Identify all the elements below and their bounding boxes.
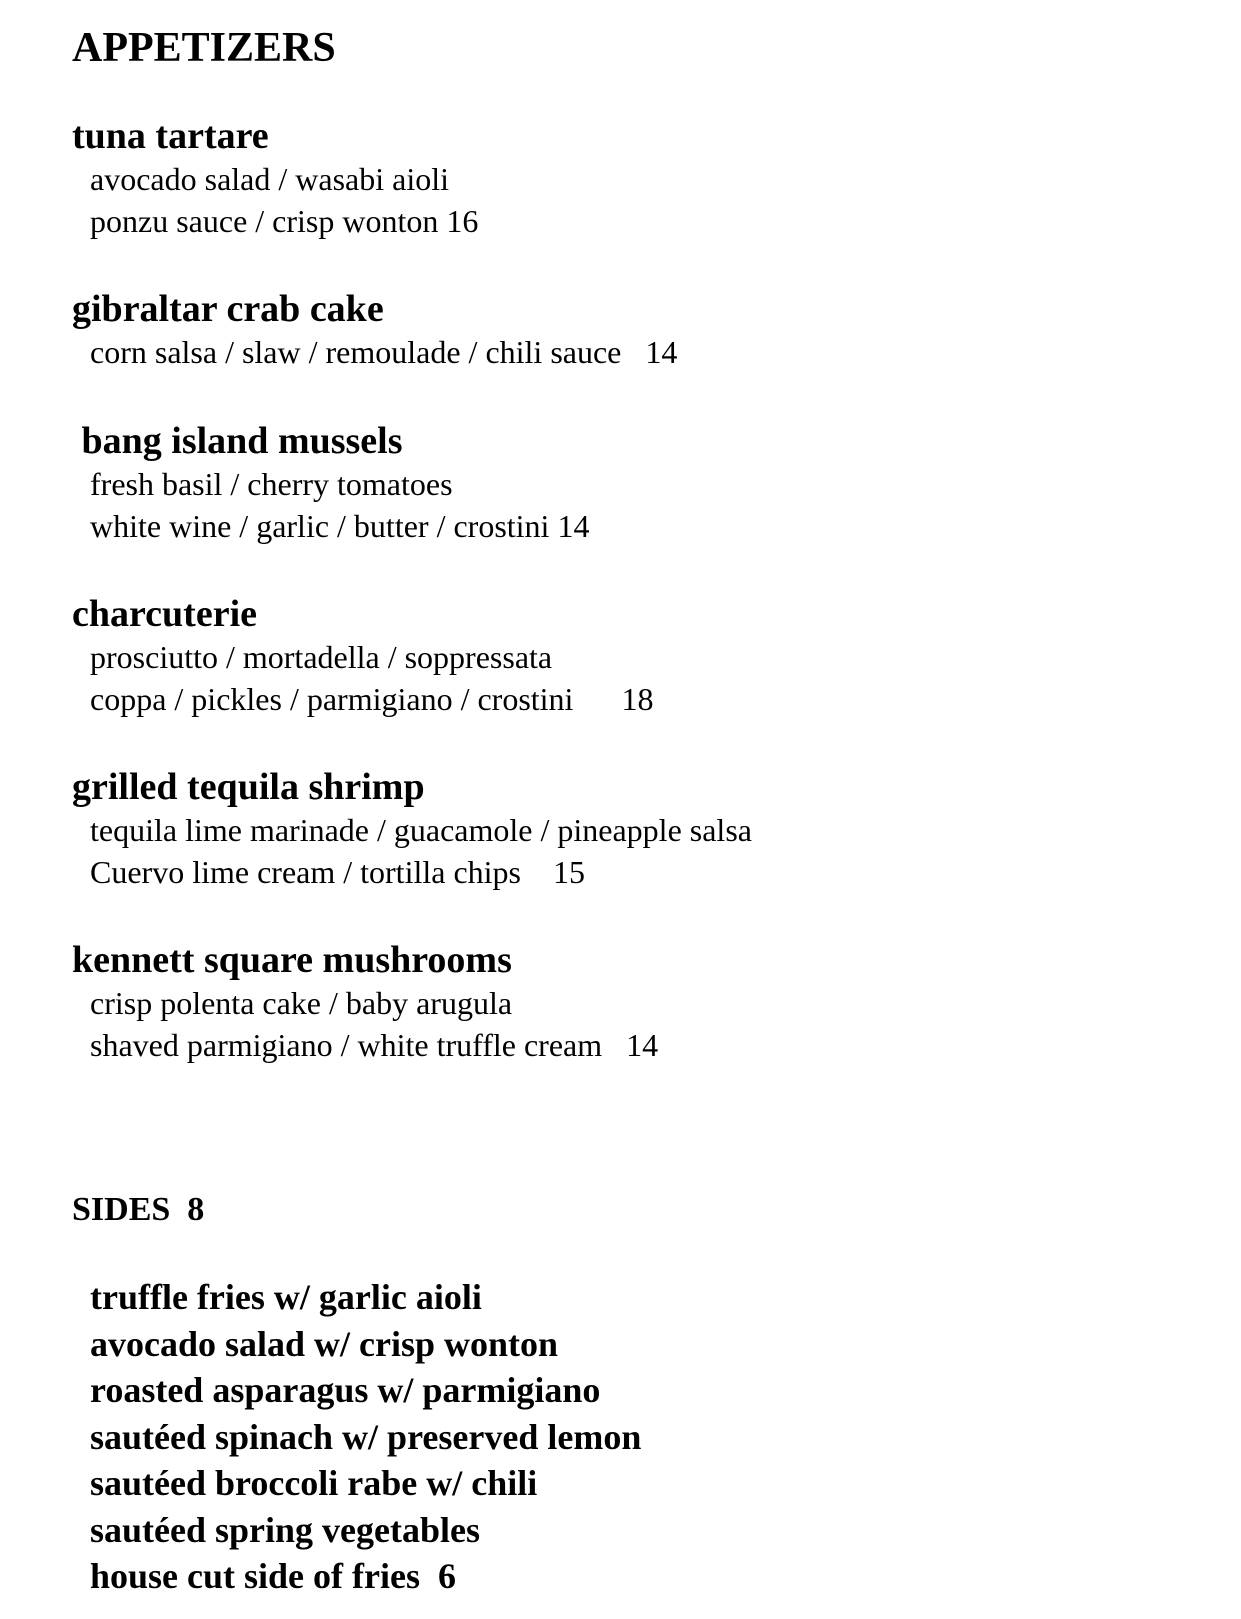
dish-charcuterie [72, 592, 1172, 720]
dish-name: gibraltar crab cake [72, 288, 384, 330]
dish-description-line: coppa / pickles / parmigiano / crostini 18 [90, 681, 654, 717]
dish-gibraltar-crab-cake [72, 287, 1172, 373]
sides-list [90, 1274, 641, 1600]
side-item: sautéed broccoli rabe w/ chili [90, 1463, 538, 1503]
dish-description-line: fresh basil / cherry tomatoes [90, 466, 453, 502]
dish-name: tuna tartare [72, 115, 269, 157]
side-item: sautéed spinach w/ preserved lemon [90, 1416, 642, 1457]
dish-name: charcuterie [72, 593, 257, 635]
dish-name: grilled tequila shrimp [72, 766, 425, 808]
side-item: house cut side of fries 6 [90, 1556, 456, 1596]
dish-description-line: white wine / garlic / butter / crostini 14 [90, 508, 590, 544]
appetizers-heading: APPETIZERS [72, 25, 336, 71]
dish-name: bang island mussels [72, 420, 403, 462]
side-item: truffle fries w/ garlic aioli [90, 1277, 482, 1317]
dish-grilled-tequila-shrimp [72, 765, 1172, 893]
sides-heading: SIDES 8 [72, 1191, 205, 1228]
dish-name: kennett square mushrooms [72, 939, 512, 981]
dish-description-line: shaved parmigiano / white truffle cream 14 [90, 1027, 659, 1063]
dish-description-line: corn salsa / slaw / remoulade / chili sauce 14 [90, 334, 678, 370]
dish-description-line: ponzu sauce / crisp wonton 16 [90, 203, 479, 239]
dish-kennett-square-mushrooms [72, 938, 1172, 1066]
side-item: avocado salad w/ crisp wonton [90, 1323, 559, 1364]
dish-description-line: Cuervo lime cream / tortilla chips 15 [90, 854, 585, 890]
dish-bang-island-mussels [72, 419, 1172, 547]
side-item: sautéed spring vegetables [90, 1509, 480, 1550]
dish-tuna-tartare [72, 114, 1172, 242]
side-item: roasted asparagus w/ parmigiano [90, 1370, 601, 1410]
dish-description-line: prosciutto / mortadella / soppressata [90, 639, 553, 675]
dish-description-line: tequila lime marinade / guacamole / pineapple salsa [90, 812, 752, 848]
dish-description-line: avocado salad / wasabi aioli [90, 161, 449, 197]
dish-description-line: crisp polenta cake / baby arugula [90, 985, 513, 1021]
